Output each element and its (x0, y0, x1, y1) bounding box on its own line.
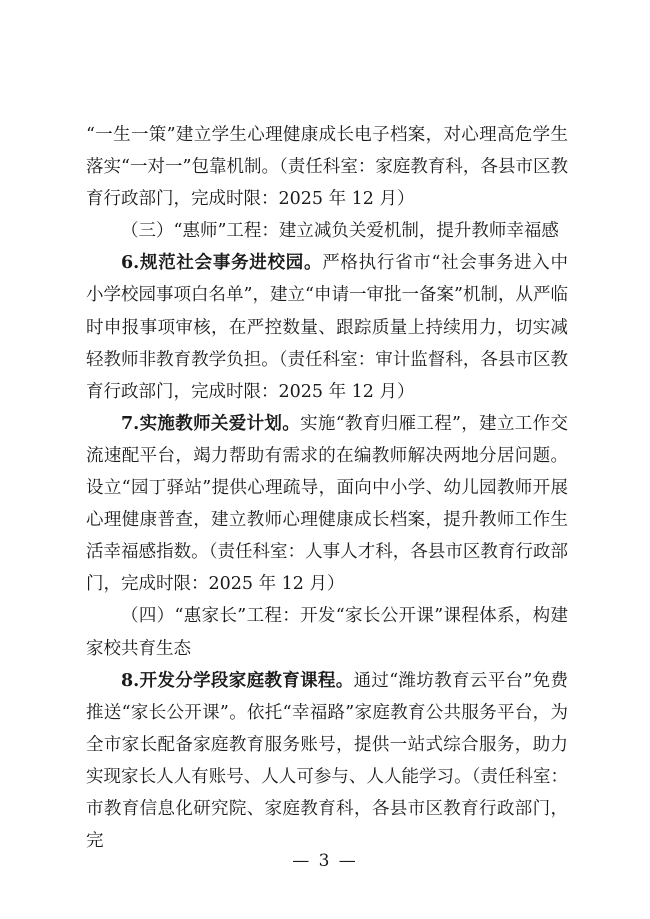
section-heading-teachers: （三）“惠师”工程：建立减负关爱机制，提升教师幸福感 (121, 221, 559, 242)
section-heading-parents: （四）“惠家长”工程：开发“家长公开课”课程体系，构建家校共育生态 (86, 606, 568, 659)
item-8-title: 8.开发分学段家庭教育课程。 (121, 670, 354, 691)
page-number: — 3 — (292, 851, 358, 871)
item-6-body: 严格执行省市“社会事务进入中小学校园事项白名单”，建立“申请一审批一备案”机制，从严临时申报事项审核，在严控数量、跟踪质量上持续用力，切实减轻教师非教育教学负担。（责任科室：审计监督科，各县市区教育行政部门，完成时限：2025 年 12 月） (86, 253, 568, 402)
paragraph-item-8 (86, 665, 568, 858)
paragraph-item-6 (86, 247, 568, 407)
item-6-title: 6.规范社会事务进校园。 (121, 253, 323, 274)
item-8-body: 通过“潍坊教育云平台”免费推送“家长公开课”。依托“幸福路”家庭教育公共服务平台，为全市家长配备家庭教育服务账号，提供一站式综合服务，助力实现家长人人有账号、人人可参与、人人能学习。（责任科室：市教育信息化研究院、家庭教育科，各县市区教育行政部门，完 (86, 670, 568, 852)
paragraph-mental-health-archive: “一生一策”建立学生心理健康成长电子档案，对心理高危学生落实“一对一”包靠机制。（责任科室：家庭教育科，各县市区教育行政部门，完成时限：2025 年 12 月） (86, 125, 568, 210)
item-7-title: 7.实施教师关爱计划。 (121, 413, 301, 434)
paragraph-item-7 (86, 408, 568, 601)
body-text (86, 119, 568, 857)
item-7-body: 实施“教育归雁工程”，建立工作交流速配平台，竭力帮助有需求的在编教师解决两地分居问题。设立“园丁驿站”提供心理疏导，面向中小学、幼儿园教师开展心理健康普查，建立教师心理健康成长档案，提升教师工作生活幸福感指数。（责任科室：人事人才科，各县市区教育行政部门，完成时限：2025 年 12 月） (86, 413, 568, 595)
